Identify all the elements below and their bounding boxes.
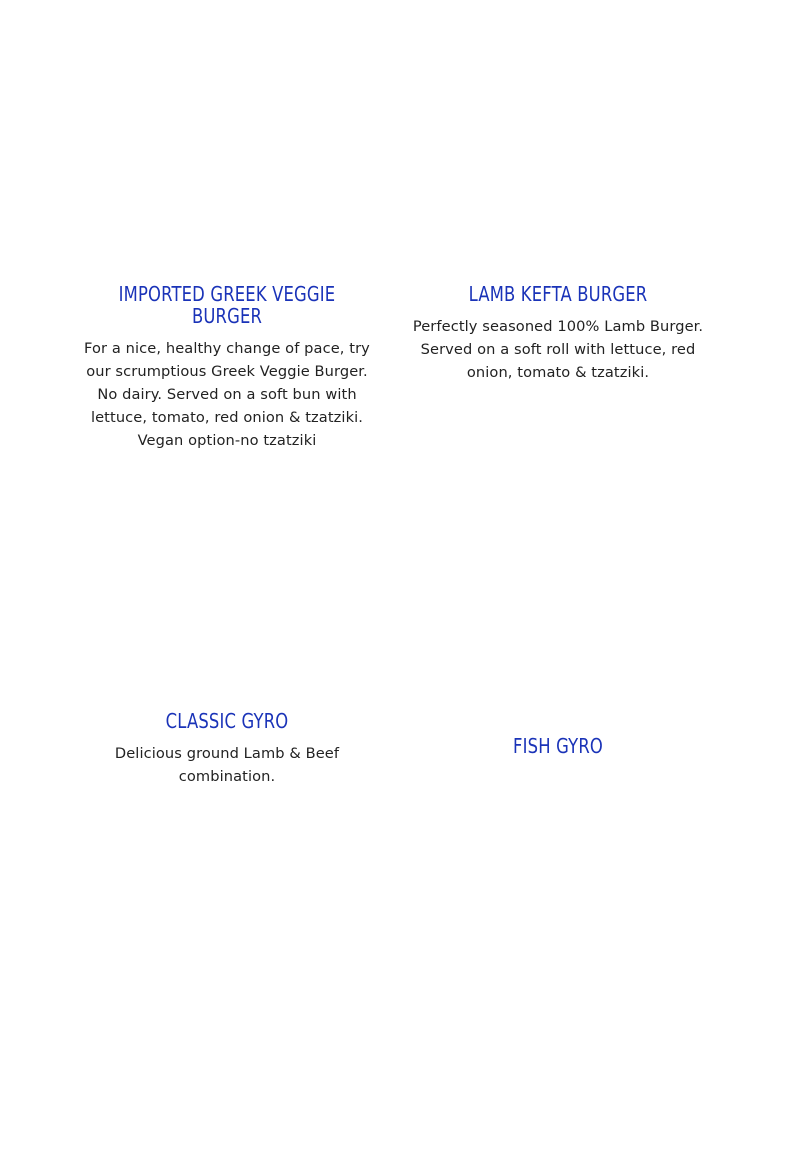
item-title: CLASSIC GYRO (165, 709, 289, 733)
item-title: IMPORTED GREEK VEGGIE BURGER (118, 282, 336, 328)
menu-item-lamb-kefta-burger (404, 283, 712, 384)
item-title: FISH GYRO (513, 734, 603, 758)
menu-item-veggie-burger (78, 283, 376, 452)
menu-item-fish-gyro (404, 735, 712, 757)
item-description: Perfectly seasoned 100% Lamb Burger. Served on a soft roll with lettuce, red onion, tomato & tzatziki. (412, 318, 704, 381)
menu-item-classic-gyro (88, 710, 366, 788)
item-description: For a nice, healthy change of pace, try our scrumptious Greek Veggie Burger. No dairy. Served on a soft bun with lettuce, tomato, red onion & tzatziki. Vegan option-no tzatziki (84, 340, 370, 449)
item-title: LAMB KEFTA BURGER (468, 282, 648, 306)
item-description: Delicious ground Lamb & Beef combination. (114, 745, 340, 785)
